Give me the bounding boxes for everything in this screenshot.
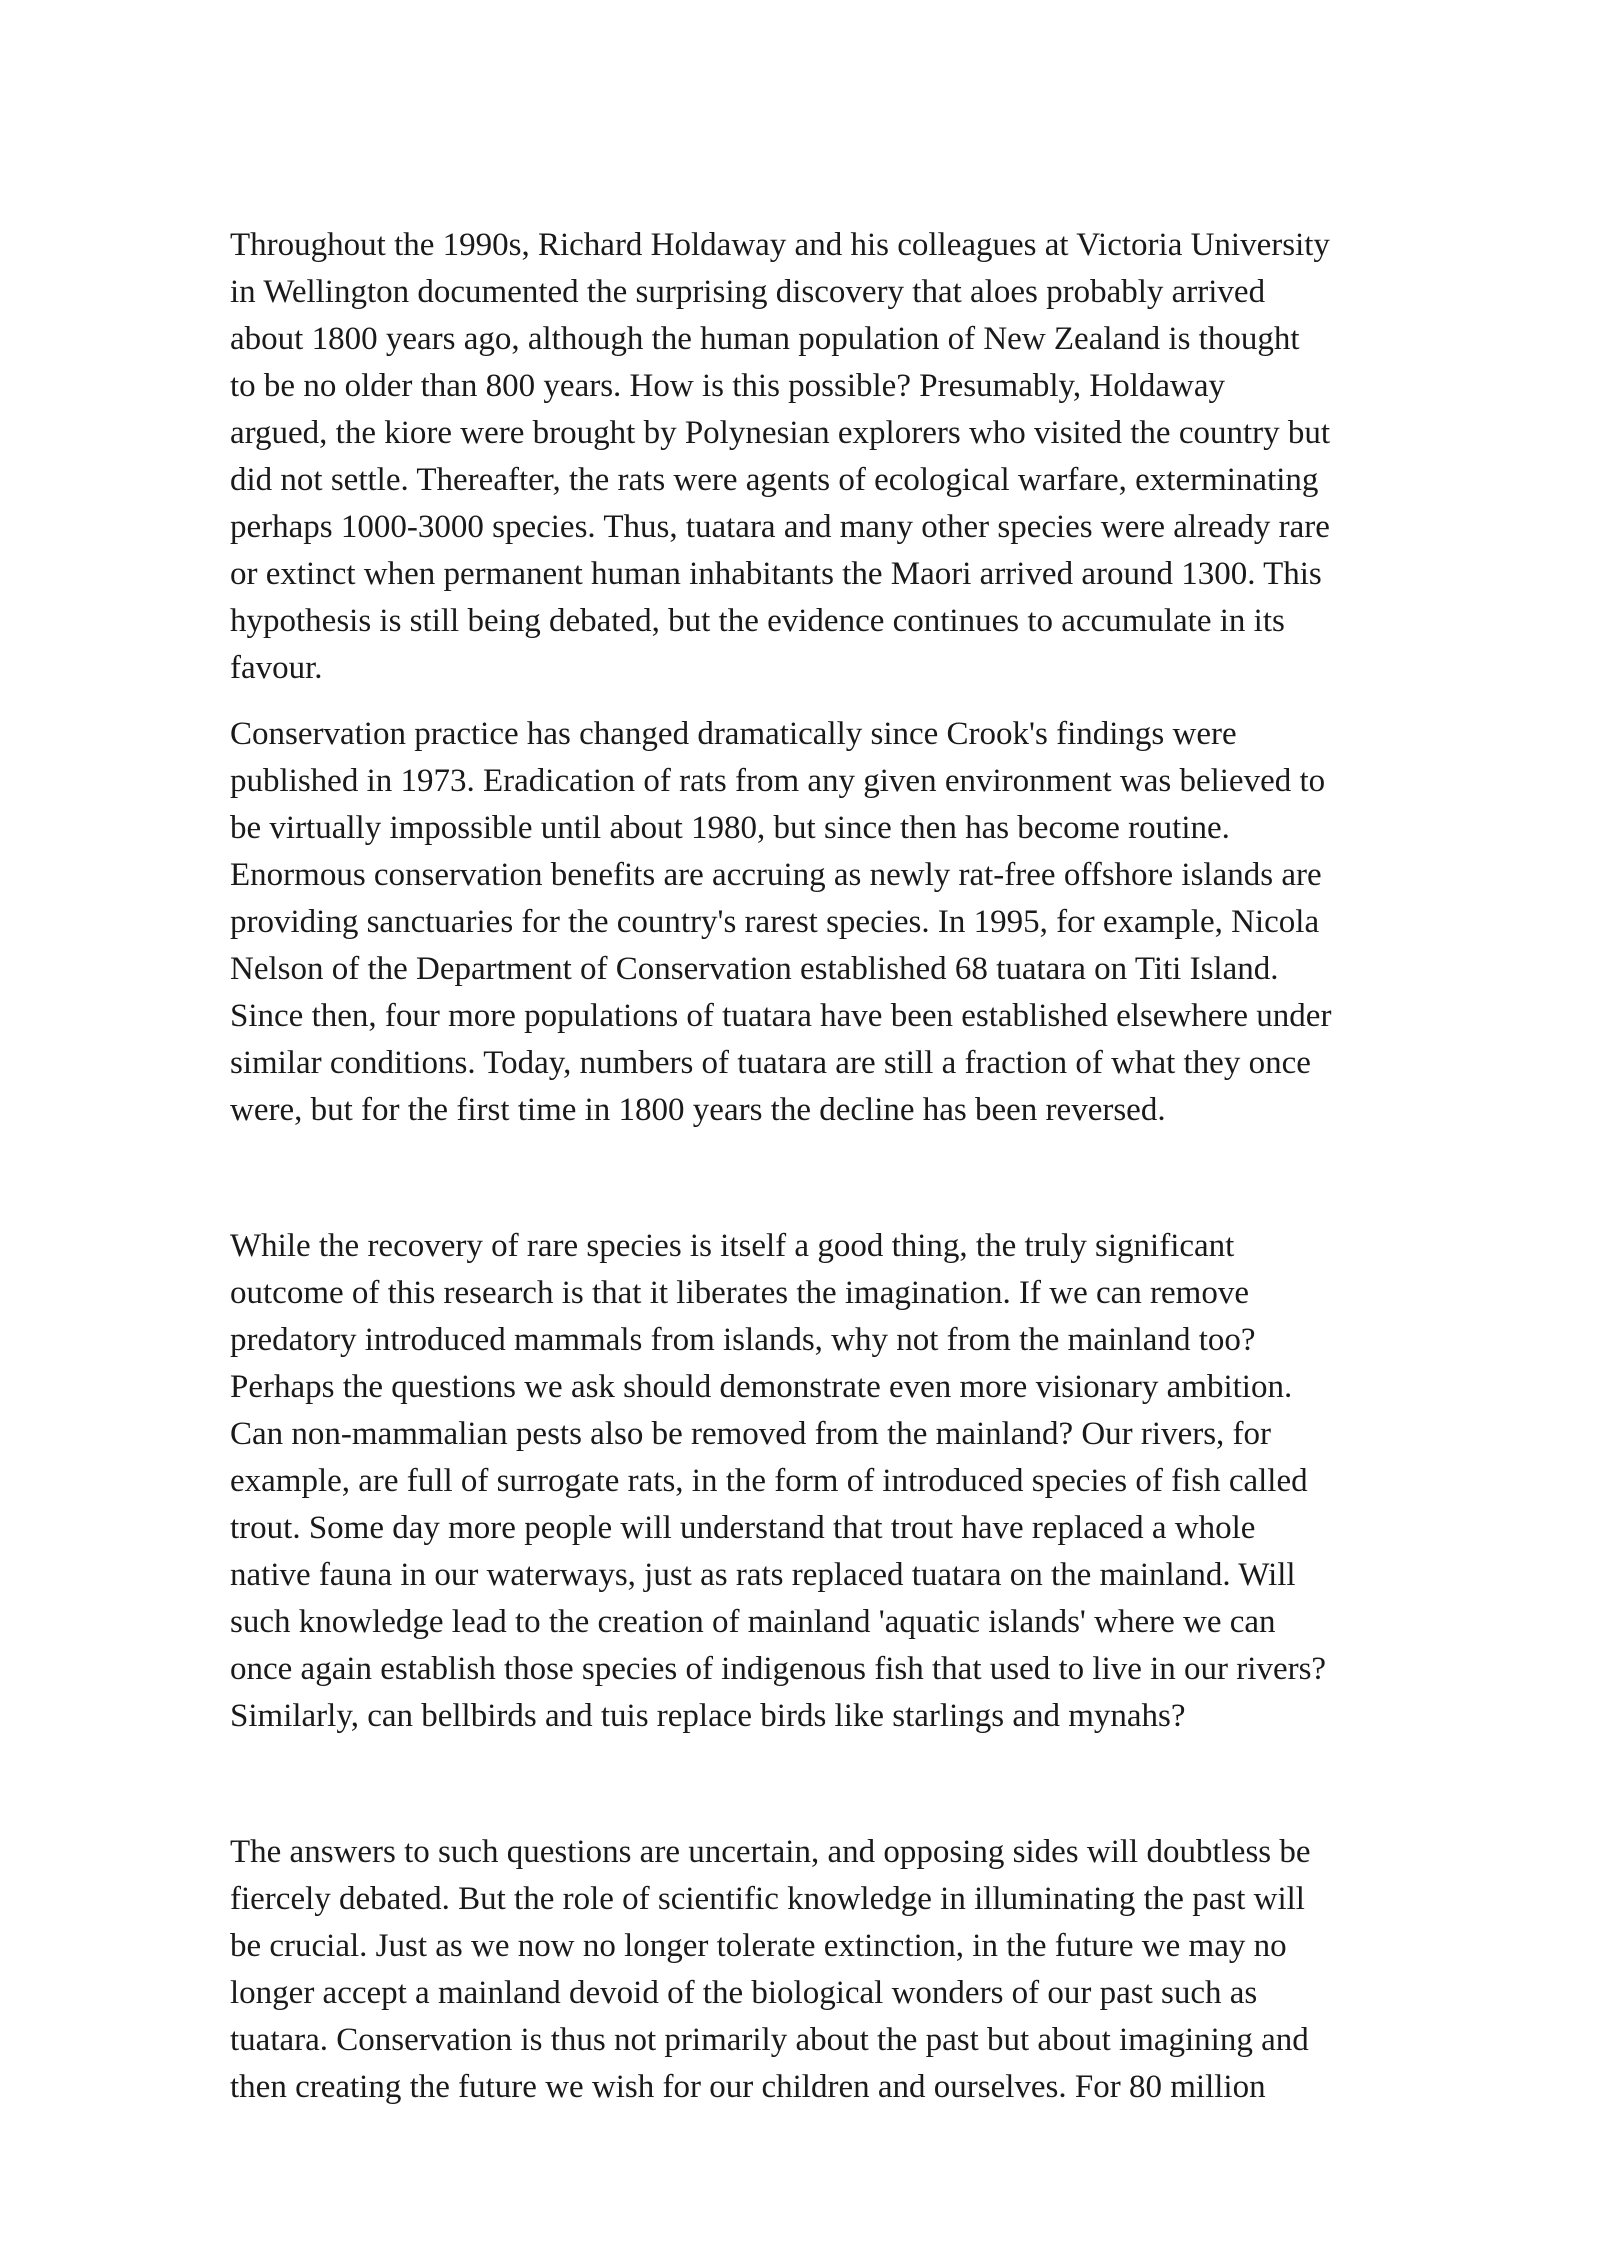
text-line: hypothesis is still being debated, but the evidence continues to accumulate in its: [230, 603, 1285, 639]
text-line: tuatara. Conservation is thus not primarily about the past but about imagining and: [230, 2022, 1309, 2058]
text-line: Enormous conservation benefits are accruing as newly rat-free offshore islands are: [230, 857, 1322, 893]
text-line: predatory introduced mammals from islands, why not from the mainland too?: [230, 1322, 1256, 1358]
text-line: Can non-mammalian pests also be removed from the mainland? Our rivers, for: [230, 1416, 1272, 1452]
text-line: argued, the kiore were brought by Polynesian explorers who visited the country but: [230, 415, 1331, 451]
text-line: once again establish those species of indigenous fish that used to live in our rivers?: [230, 1651, 1327, 1687]
text-line: favour.: [230, 650, 323, 686]
text-line: fiercely debated. But the role of scientific knowledge in illuminating the past will: [230, 1881, 1305, 1917]
paragraph-holdaway-discovery: [230, 222, 1510, 692]
text-line: example, are full of surrogate rats, in the form of introduced species of fish called: [230, 1463, 1308, 1499]
paragraph-conservation-practice: [230, 711, 1510, 1134]
text-line: Conservation practice has changed dramatically since Crook's findings were: [230, 716, 1237, 752]
text-line: Perhaps the questions we ask should demonstrate even more visionary ambition.: [230, 1369, 1293, 1405]
text-line: were, but for the first time in 1800 years the decline has been reversed.: [230, 1092, 1166, 1128]
text-line: in Wellington documented the surprising discovery that aloes probably arrived: [230, 274, 1266, 310]
text-line: then creating the future we wish for our children and ourselves. For 80 million: [230, 2069, 1266, 2105]
text-line: similar conditions. Today, numbers of tuatara are still a fraction of what they once: [230, 1045, 1311, 1081]
text-line: such knowledge lead to the creation of mainland 'aquatic islands' where we can: [230, 1604, 1276, 1640]
text-line: perhaps 1000-3000 species. Thus, tuatara and many other species were already rare: [230, 509, 1330, 545]
text-line: Similarly, can bellbirds and tuis replace birds like starlings and mynahs?: [230, 1698, 1186, 1734]
text-line: While the recovery of rare species is itself a good thing, the truly significant: [230, 1228, 1235, 1264]
text-line: longer accept a mainland devoid of the biological wonders of our past such as: [230, 1975, 1258, 2011]
text-line: native fauna in our waterways, just as rats replaced tuatara on the mainland. Will: [230, 1557, 1296, 1593]
text-line: The answers to such questions are uncertain, and opposing sides will doubtless be: [230, 1834, 1311, 1870]
text-line: trout. Some day more people will understand that trout have replaced a whole: [230, 1510, 1256, 1546]
text-line: outcome of this research is that it liberates the imagination. If we can remove: [230, 1275, 1249, 1311]
text-line: be crucial. Just as we now no longer tolerate extinction, in the future we may no: [230, 1928, 1287, 1964]
text-line: to be no older than 800 years. How is this possible? Presumably, Holdaway: [230, 368, 1226, 404]
paragraph-recovery-imagination: [230, 1223, 1510, 1740]
text-line: or extinct when permanent human inhabitants the Maori arrived around 1300. This: [230, 556, 1322, 592]
text-line: Since then, four more populations of tuatara have been established elsewhere under: [230, 998, 1332, 1034]
text-line: did not settle. Thereafter, the rats were agents of ecological warfare, exterminating: [230, 462, 1319, 498]
text-line: Nelson of the Department of Conservation established 68 tuatara on Titi Island.: [230, 951, 1279, 987]
text-line: be virtually impossible until about 1980, but since then has become routine.: [230, 810, 1230, 846]
text-line: Throughout the 1990s, Richard Holdaway and his colleagues at Victoria University: [230, 227, 1330, 263]
text-line: providing sanctuaries for the country's rarest species. In 1995, for example, Nicola: [230, 904, 1320, 940]
text-line: about 1800 years ago, although the human population of New Zealand is thought: [230, 321, 1300, 357]
paragraph-answers-future: [230, 1829, 1510, 2111]
text-line: published in 1973. Eradication of rats from any given environment was believed to: [230, 763, 1326, 799]
